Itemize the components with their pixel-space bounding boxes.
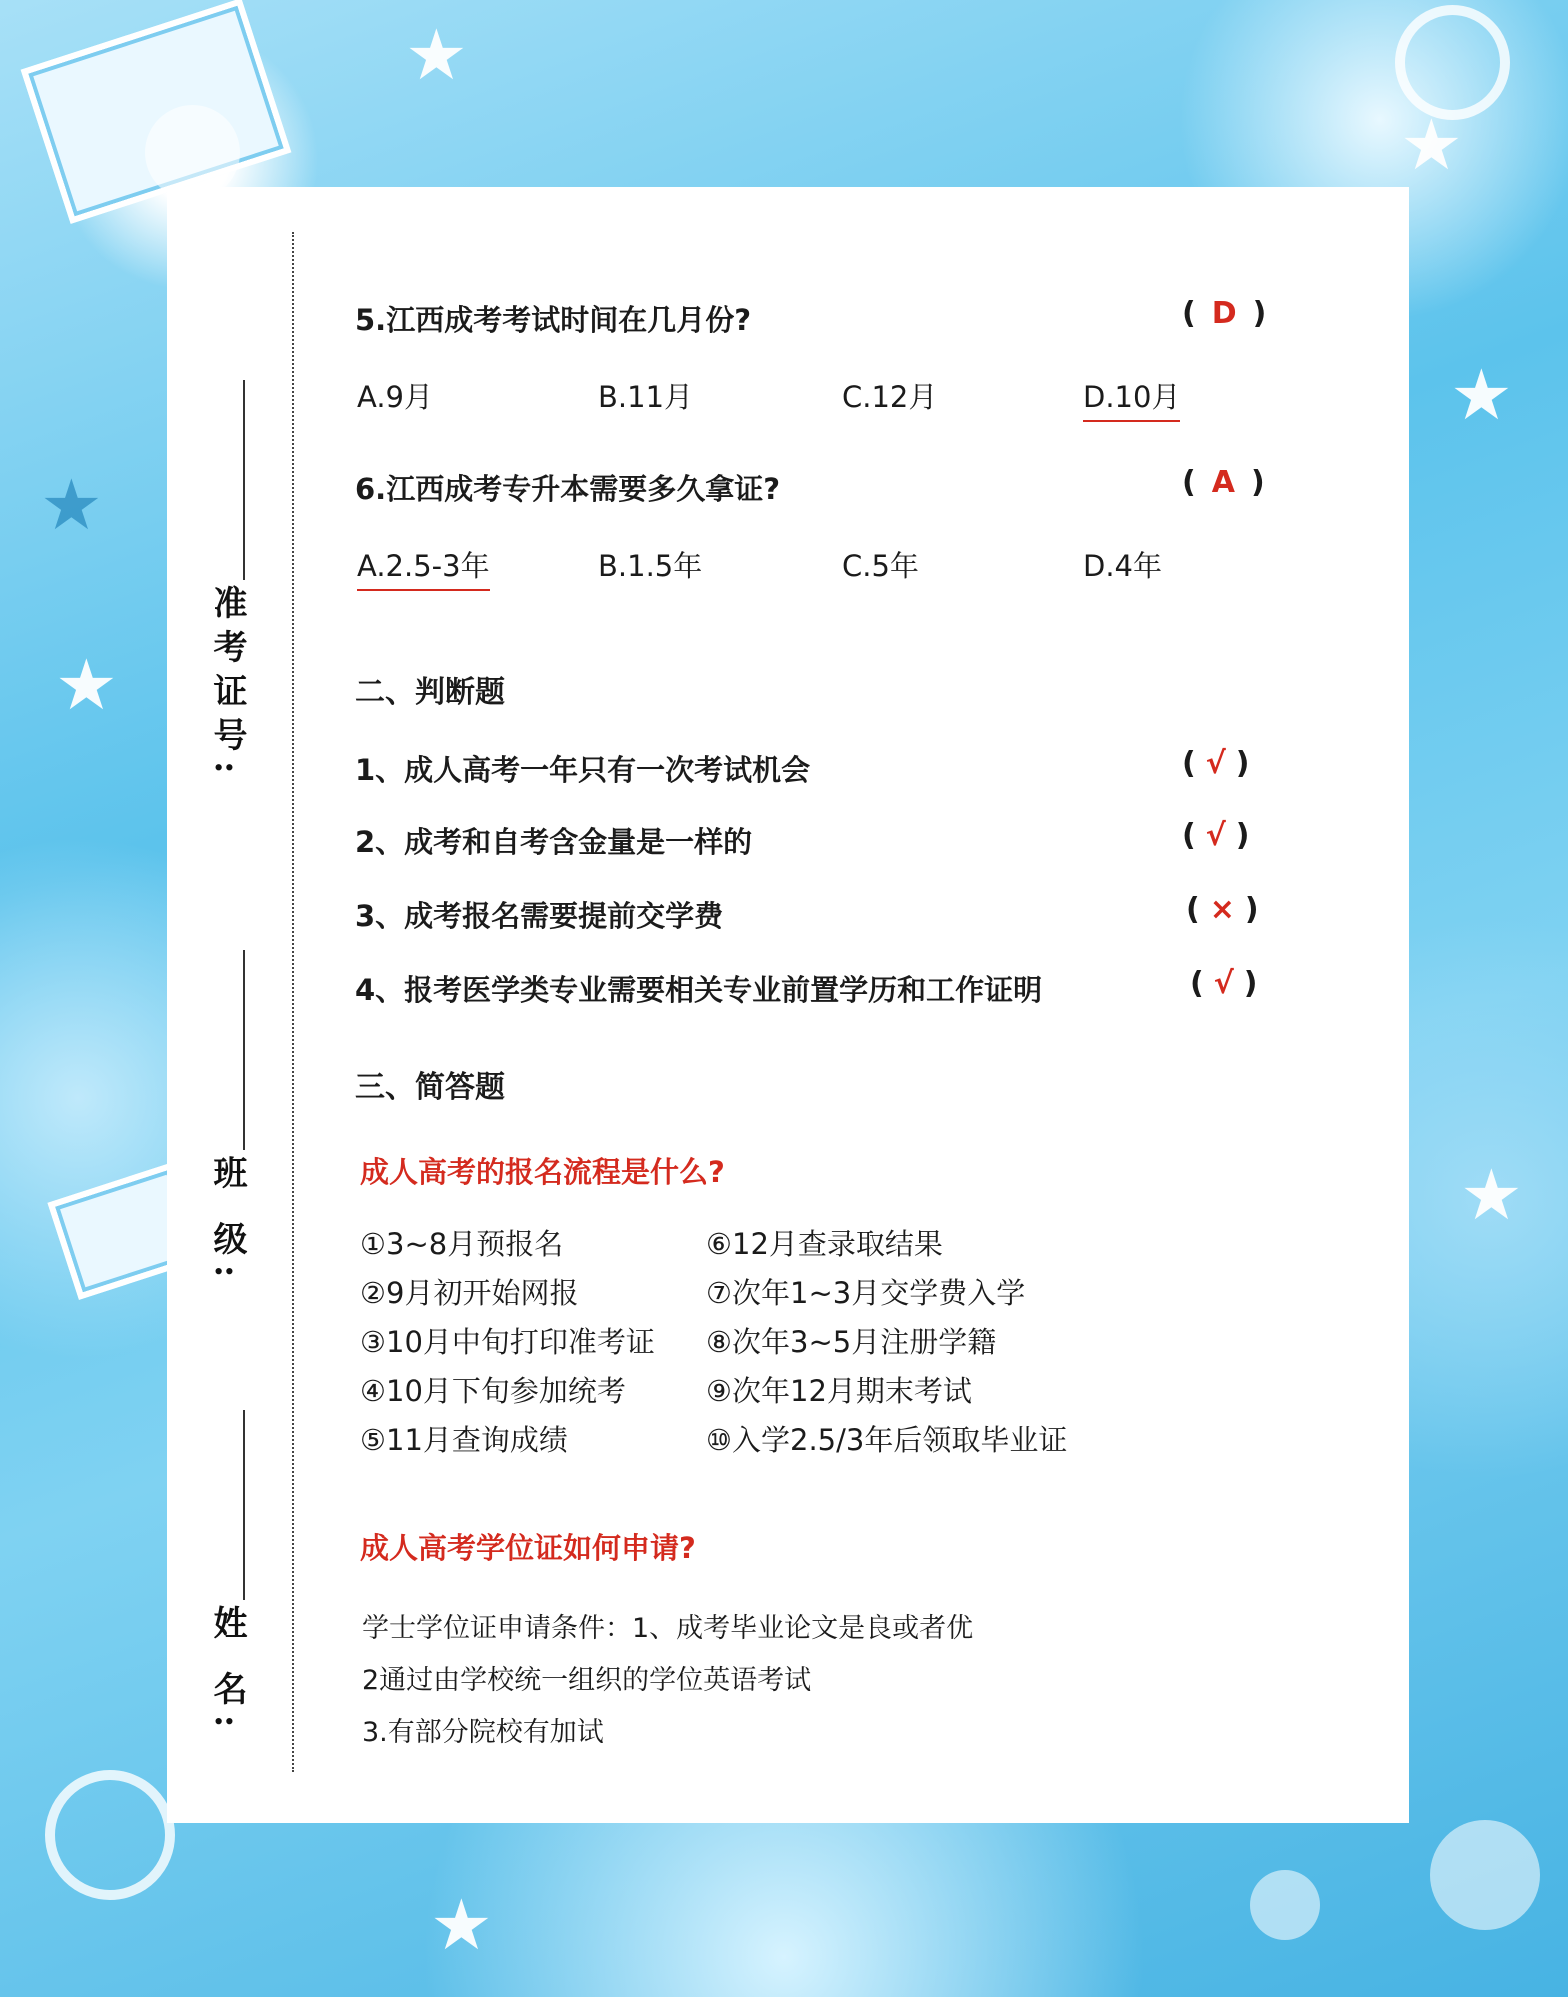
- option-6b: B.1.5年: [598, 549, 703, 583]
- tf-mark-3: ×: [1209, 892, 1235, 927]
- bubble-decoration: [1250, 1870, 1320, 1940]
- degree-condition-line-1: 学士学位证申请条件：1、成考毕业论文是良或者优: [362, 1613, 974, 1644]
- star-decoration: ★: [55, 644, 118, 726]
- answer-6-mark: A: [1211, 465, 1235, 500]
- step-7: ⑦次年1~3月交学费入学: [706, 1276, 1026, 1310]
- section-short-answer-title: 三、简答题: [355, 1070, 505, 1105]
- option-6a: A.2.5-3年: [357, 544, 490, 591]
- ring-decoration: [45, 1770, 175, 1900]
- short-answer-question-1: 成人高考的报名流程是什么?: [360, 1155, 725, 1189]
- question-6: 6.江西成考专升本需要多久拿证?: [355, 472, 781, 506]
- tf-item-3: 3、成考报名需要提前交学费: [355, 899, 724, 933]
- option-5c: C.12月: [842, 380, 938, 414]
- tf-item-1: 1、成人高考一年只有一次考试机会: [355, 753, 811, 787]
- bubble-decoration: [145, 105, 240, 200]
- short-answer-question-2: 成人高考学位证如何申请?: [360, 1531, 696, 1565]
- star-decoration: ★: [1400, 104, 1463, 186]
- answer-5: ( D ): [1182, 296, 1267, 331]
- question-5: 5.江西成考考试时间在几月份?: [355, 303, 752, 337]
- name-blank: [243, 1410, 245, 1600]
- star-decoration: ★: [1460, 1154, 1523, 1236]
- step-8: ⑧次年3~5月注册学籍: [706, 1325, 997, 1359]
- tf-item-4: 4、报考医学类专业需要相关专业前置学历和工作证明: [355, 973, 1043, 1007]
- step-1: ①3~8月预报名: [360, 1227, 564, 1261]
- class-label: 班 级:: [207, 1155, 247, 1288]
- tf-mark-2: √: [1205, 818, 1226, 853]
- step-9: ⑨次年12月期末考试: [706, 1374, 972, 1408]
- step-3: ③10月中旬打印准考证: [360, 1325, 655, 1359]
- star-decoration: ★: [405, 14, 468, 96]
- answer-6: ( A ): [1182, 465, 1265, 500]
- step-2: ②9月初开始网报: [360, 1276, 579, 1310]
- option-6c: C.5年: [842, 549, 919, 583]
- step-6: ⑥12月查录取结果: [706, 1227, 943, 1261]
- star-decoration: ★: [1450, 354, 1513, 436]
- option-5b: B.11月: [598, 380, 694, 414]
- step-4: ④10月下旬参加统考: [360, 1374, 626, 1408]
- degree-condition-line-3: 3.有部分院校有加试: [362, 1717, 604, 1748]
- tf-item-2: 2、成考和自考含金量是一样的: [355, 825, 753, 859]
- ring-decoration: [1395, 5, 1510, 120]
- step-5: ⑤11月查询成绩: [360, 1423, 568, 1457]
- tf-answer-4: ( √ ): [1190, 966, 1258, 1001]
- tf-mark-1: √: [1205, 746, 1226, 781]
- exam-number-blank: [243, 380, 245, 580]
- bubble-decoration: [1430, 1820, 1540, 1930]
- option-5d: D.10月: [1083, 375, 1180, 422]
- answer-5-mark: D: [1211, 296, 1237, 331]
- option-5a: A.9月: [357, 380, 433, 414]
- star-decoration: ★: [430, 1884, 493, 1966]
- degree-condition-line-2: 2通过由学校统一组织的学位英语考试: [362, 1665, 812, 1696]
- step-10: ⑩入学2.5/3年后领取毕业证: [706, 1423, 1068, 1457]
- binding-dotted-line: [292, 232, 294, 1772]
- tf-answer-1: ( √ ): [1182, 746, 1250, 781]
- star-decoration: ★: [40, 464, 103, 546]
- tf-mark-4: √: [1213, 966, 1234, 1001]
- section-true-false-title: 二、判断题: [355, 675, 505, 710]
- tf-answer-3: ( × ): [1186, 892, 1259, 927]
- tf-answer-2: ( √ ): [1182, 818, 1250, 853]
- class-blank: [243, 950, 245, 1150]
- option-6d: D.4年: [1083, 549, 1162, 583]
- exam-number-label: 准考证号:: [207, 585, 247, 784]
- name-label: 姓 名:: [207, 1605, 247, 1738]
